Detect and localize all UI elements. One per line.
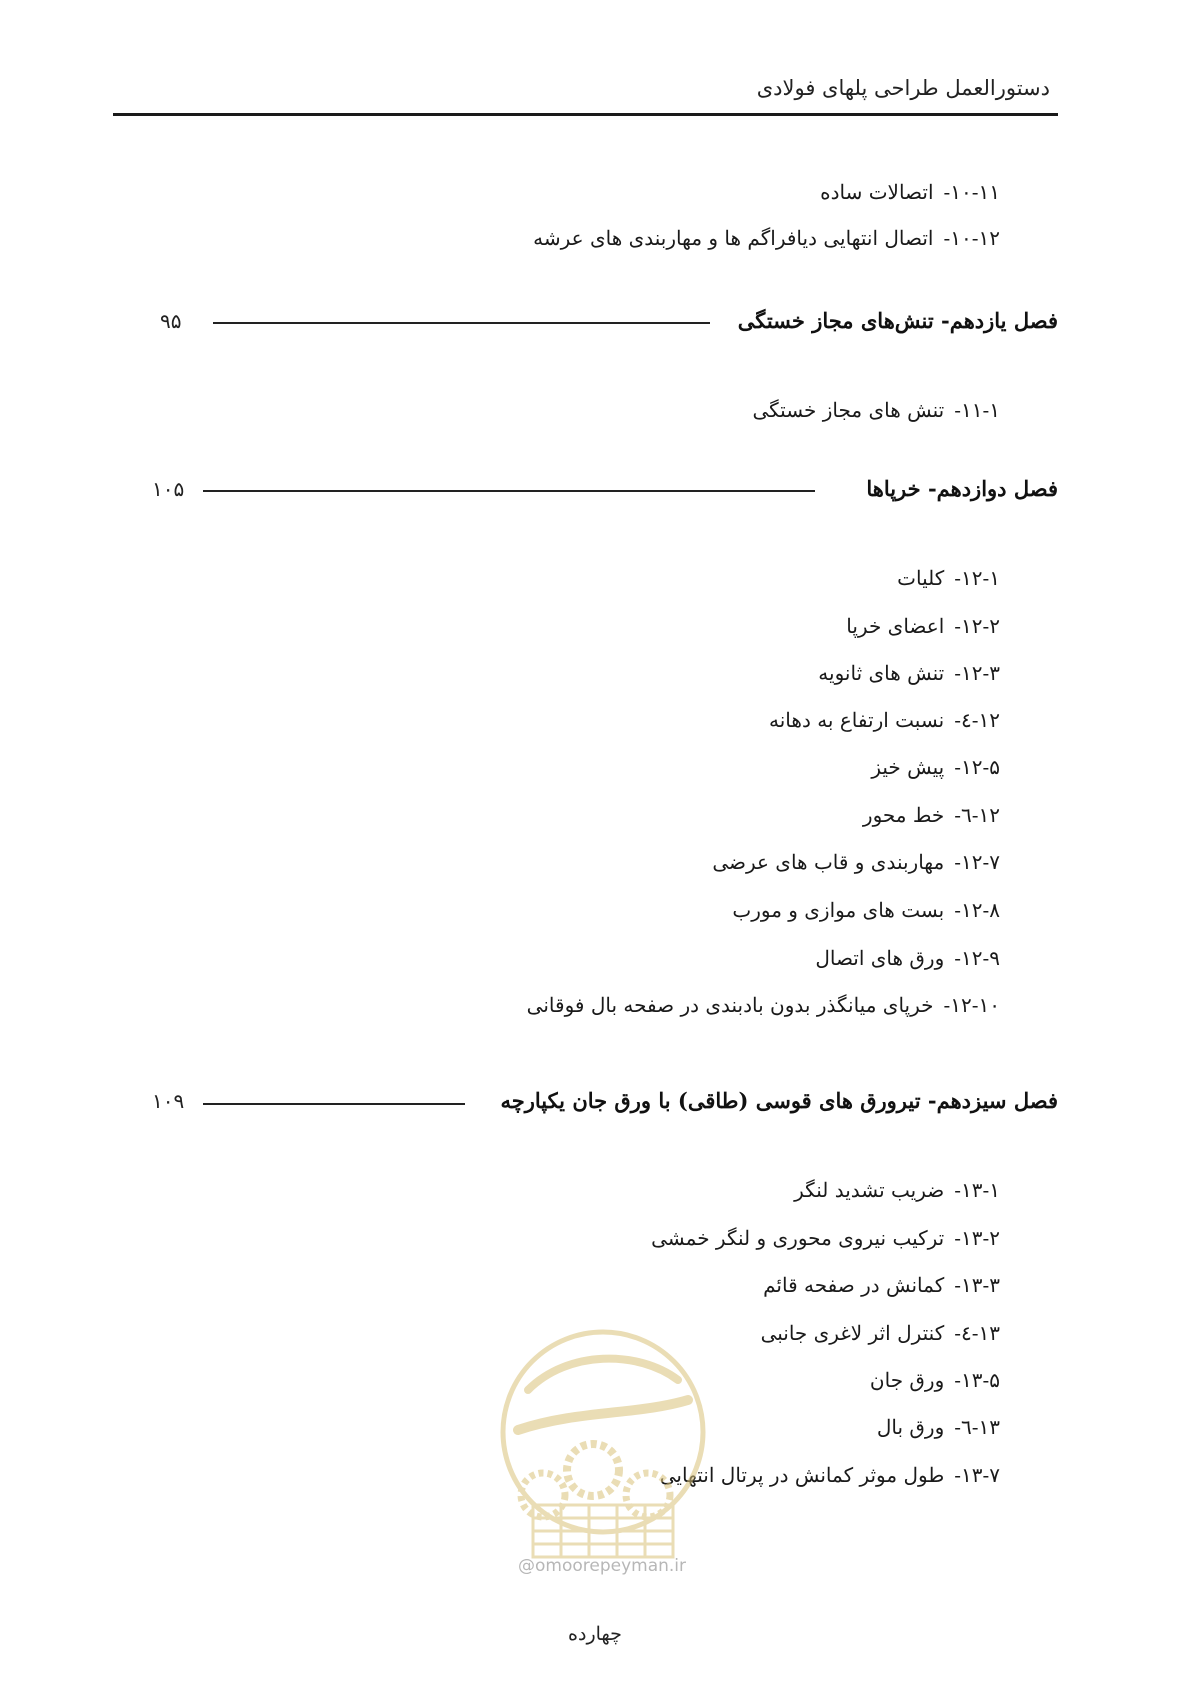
toc-item-number: ۱۲-۵-: [954, 755, 1000, 779]
toc-item-text: ورق های اتصال: [815, 946, 945, 970]
toc-item: [769, 708, 1000, 732]
toc-item-text: تنش های ثانویه: [818, 661, 945, 685]
watermark-handle: @omoorepeyman.ir: [517, 1556, 687, 1576]
toc-item-number: ۱۳-٦-: [954, 1415, 1000, 1439]
chapter-12-title: فصل دوازدهم- خرپاها: [866, 476, 1058, 501]
toc-item-text: ورق بال: [876, 1415, 945, 1439]
chapter-13-page-number: ۱۰۹: [152, 1089, 185, 1113]
chapter-11-page-number: ۹۵: [160, 309, 182, 333]
chapter-11-title: فصل یازدهم- تنش‌های مجاز خستگی: [737, 308, 1058, 333]
chapter-13-leader: [203, 1103, 465, 1105]
toc-item-text: اتصال انتهایی دیافراگم ها و مهاربندی های عرشه: [533, 226, 934, 250]
footer-page-label: چهارده: [568, 1623, 622, 1645]
toc-item-number: ۱۲-۷-: [954, 850, 1000, 874]
toc-item-text: پیش خیز: [871, 755, 945, 779]
toc-item-number: ۱۳-٤-: [954, 1321, 1000, 1345]
toc-item-number: ۱۲-۱-: [954, 566, 1000, 590]
toc-item-text: تنش های مجاز خستگی: [752, 398, 945, 422]
toc-item-text: ورق جان: [869, 1368, 945, 1392]
toc-item-number: ۱۲-۹-: [954, 946, 1000, 970]
watermark-seal-icon: [488, 1320, 718, 1570]
header-rule: [113, 113, 1058, 116]
toc-item-number: ۱۱-۱-: [954, 398, 1000, 422]
toc-item-text: اعضای خرپا: [846, 614, 945, 638]
toc-item: [527, 993, 1000, 1017]
toc-item-number: ۱۲-٦-: [954, 803, 1000, 827]
chapter-13-title: فصل سیزدهم- تیرورق های قوسی (طاقی) با ورق جان یکپارچه: [500, 1088, 1058, 1113]
running-header: دستورالعمل طراحی پلهای فولادی: [756, 76, 1050, 100]
toc-item-number: ۱۲-۳-: [954, 661, 1000, 685]
toc-item: [533, 226, 1000, 250]
toc-item: [732, 898, 1000, 922]
toc-item-text: نسبت ارتفاع به دهانه: [769, 708, 945, 732]
toc-item: [794, 1178, 1000, 1202]
toc-item-text: اتصالات ساده: [820, 180, 934, 204]
toc-item: [761, 1321, 1000, 1345]
toc-item-number: ۱۰-۱۱-: [943, 180, 1000, 204]
toc-item: [712, 850, 1000, 874]
toc-item-text: ضریب تشدید لنگر: [794, 1178, 945, 1202]
toc-item-text: مهاربندی و قاب های عرضی: [712, 850, 945, 874]
toc-item-number: ۱۳-۵-: [954, 1368, 1000, 1392]
toc-item-number: ۱۰-۱۲-: [943, 226, 1000, 250]
toc-item-number: ۱۲-۲-: [954, 614, 1000, 638]
toc-item-text: خط محور: [862, 803, 945, 827]
toc-item: [871, 755, 1000, 779]
toc-item: [846, 614, 1000, 638]
toc-item: [763, 1273, 1000, 1297]
toc-item: [877, 1415, 1000, 1439]
chapter-12-page-number: ۱۰۵: [152, 477, 185, 501]
toc-item: [863, 803, 1000, 827]
toc-item-number: ۱۲-٤-: [954, 708, 1000, 732]
toc-item: [820, 180, 1000, 204]
toc-item-number: ۱۲-۸-: [954, 898, 1000, 922]
chapter-11-leader: [213, 322, 710, 324]
toc-item-number: ۱۳-۷-: [954, 1463, 1000, 1487]
toc-item: [818, 661, 1000, 685]
toc-item-number: ۱۲-۱۰-: [943, 993, 1000, 1017]
toc-item-text: خرپای میانگذر بدون بادبندی در صفحه بال فوقانی: [526, 993, 934, 1017]
toc-item-number: ۱۳-۱-: [954, 1178, 1000, 1202]
toc-item-text: کنترل اثر لاغری جانبی: [760, 1321, 945, 1345]
toc-item-text: ترکیب نیروی محوری و لنگر خمشی: [651, 1226, 945, 1250]
toc-item: [815, 946, 1000, 970]
toc-item-number: ۱۳-۳-: [954, 1273, 1000, 1297]
chapter-12-leader: [203, 490, 815, 492]
toc-item-text: بست های موازی و مورب: [732, 898, 945, 922]
toc-item-text: کمانش در صفحه قائم: [763, 1273, 945, 1297]
toc-item: [897, 566, 1000, 590]
toc-item-number: ۱۳-۲-: [954, 1226, 1000, 1250]
toc-item: [870, 1368, 1000, 1392]
toc-item-text: کلیات: [897, 566, 945, 590]
toc-item-text: طول موثر کمانش در پرتال انتهایی: [659, 1463, 945, 1487]
watermark-logo: [488, 1320, 718, 1570]
toc-item: [651, 1226, 1000, 1250]
toc-item: [752, 398, 1000, 422]
